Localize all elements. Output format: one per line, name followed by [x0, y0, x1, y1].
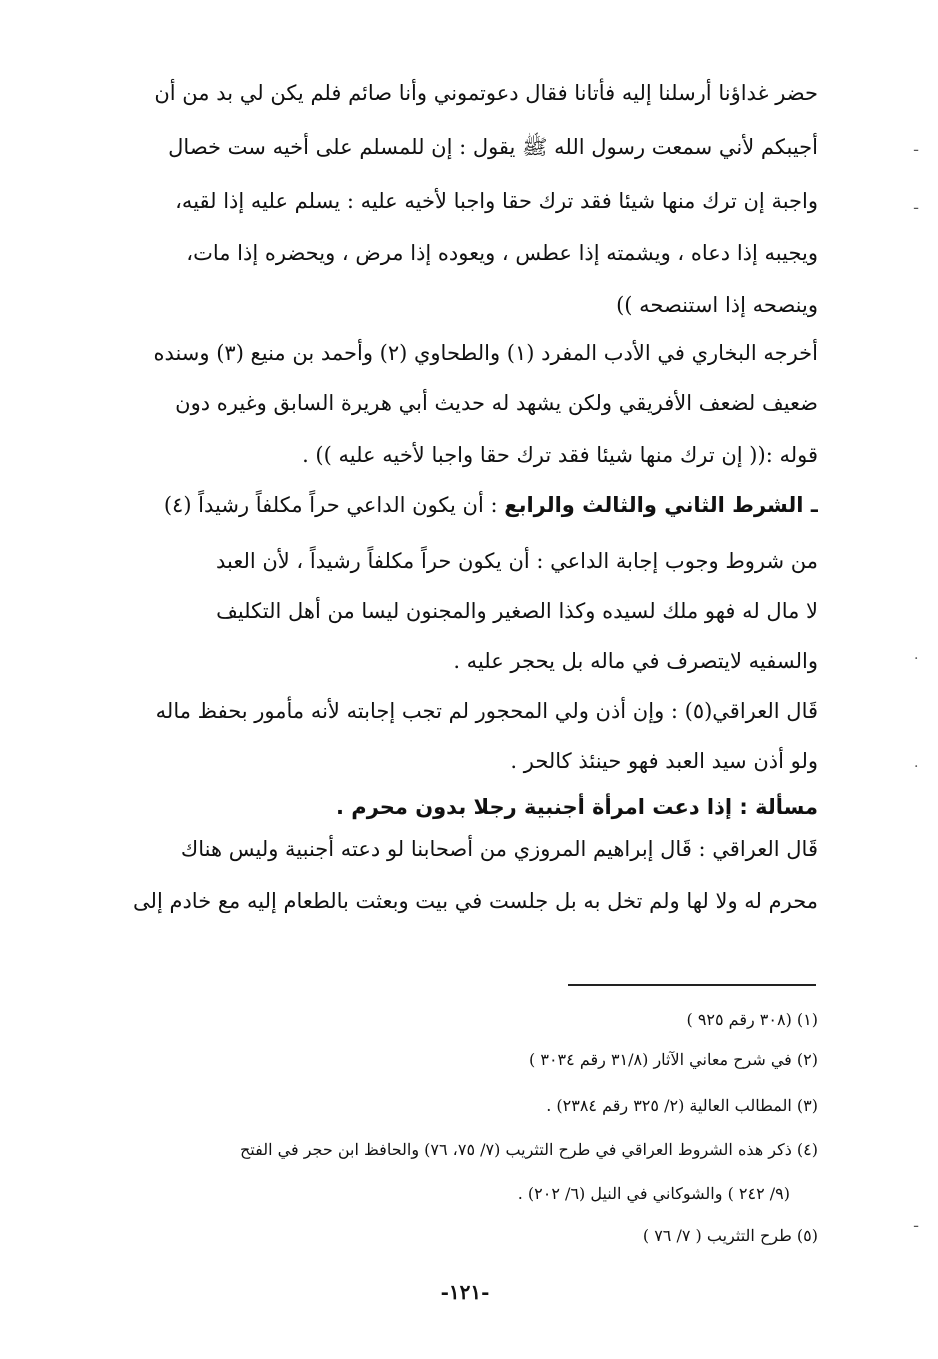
body-line: أخرجه البخاري في الأدب المفرد (١) والطحاوي (٢) وأحمد بن منيع (٣) وسنده — [153, 341, 818, 365]
body-line: من شروط وجوب إجابة الداعي : أن يكون حراً مكلفاً رشيداً ، لأن العبد — [215, 549, 818, 573]
section-heading-rest: : أن يكون الداعي حراً مكلفاً رشيداً (٤) — [163, 493, 505, 517]
body-line: لا مال له فهو ملك لسيده وكذا الصغير والمجنون ليسا من أهل التكليف — [216, 599, 818, 623]
issue-heading: مسألة : إذا دعت امرأة أجنبية رجلا بدون محرم . — [336, 795, 818, 819]
body-line: ولو أذن سيد العبد فهو حينئذ كالحر . — [510, 749, 818, 773]
body-line: أجيبكم لأني سمعت رسول الله ﷺ يقول : إن للمسلم على أخيه ست خصال — [168, 135, 818, 159]
footnote: (٥) طرح التثريب ( ٧/ ٧٦ ) — [642, 1226, 818, 1245]
body-line: ويجيبه إذا دعاه ، ويشمته إذا عطس ، ويعوده إذا مرض ، ويحضره إذا مات، — [186, 241, 818, 265]
body-line: واجبة إن ترك منها شيئا فقد ترك حقا واجبا لأخيه عليه : يسلم عليه إذا لقيه، — [175, 189, 818, 213]
margin-mark: ـ — [914, 139, 919, 155]
body-line: قَال العراقي(٥) : وإن أذن ولي المحجور لم تجب إجابته لأنه مأمور بحفظ ماله — [155, 699, 818, 723]
footnote: (٩/ ٢٤٢ ) والشوكاني في النيل (٦/ ٢٠٢) . — [517, 1184, 790, 1203]
section-heading — [100, 490, 818, 524]
footnote: (٣) المطالب العالية (٢/ ٣٢٥ رقم ٢٣٨٤) . — [546, 1096, 818, 1115]
footnote: (٤) ذكر هذه الشروط العراقي في طرح التثريب (٧/ ٧٥، ٧٦) والحافظ ابن حجر في الفتح — [239, 1140, 818, 1159]
footnote: (١) (٣٠٨ رقم ٩٢٥ ) — [686, 1010, 818, 1029]
body-line: قَال العراقي : قَال إبراهيم المروزي من أصحابنا لو دعته أجنبية وليس هناك — [180, 837, 818, 861]
body-line: والسفيه لايتصرف في ماله بل يحجر عليه . — [453, 649, 818, 673]
footnote: (٢) في شرح معاني الآثار (٣١/٨ رقم ٣٠٣٤ ) — [529, 1050, 818, 1069]
page-number: -١٢١- — [440, 1280, 490, 1304]
section-heading-title: ـ الشرط الثاني والثالث والرابع — [504, 493, 818, 517]
body-line: محرم له ولا لها ولم تخل به بل جلست في بيت وبعثت بالطعام إليه مع خادم إلى — [133, 889, 818, 913]
margin-mark: ـ — [914, 1215, 919, 1231]
body-line: وينصحه إذا استنصحه )) — [616, 293, 818, 317]
body-line: قوله :(( إن ترك منها شيئا فقد ترك حقا واجبا لأخيه عليه )) . — [302, 443, 818, 467]
footnote-separator — [568, 984, 816, 986]
body-line: ضعيف لضعف الأفريقي ولكن يشهد له حديث أبي هريرة السابق وغيره دون — [175, 391, 818, 415]
margin-mark: · — [914, 759, 919, 775]
margin-mark: ـ — [914, 197, 919, 213]
margin-mark: · — [914, 651, 919, 667]
body-line: حضر غداؤنا أرسلنا إليه فأتانا فقال دعوتموني وأنا صائم فلم يكن لي بد من أن — [154, 81, 818, 105]
